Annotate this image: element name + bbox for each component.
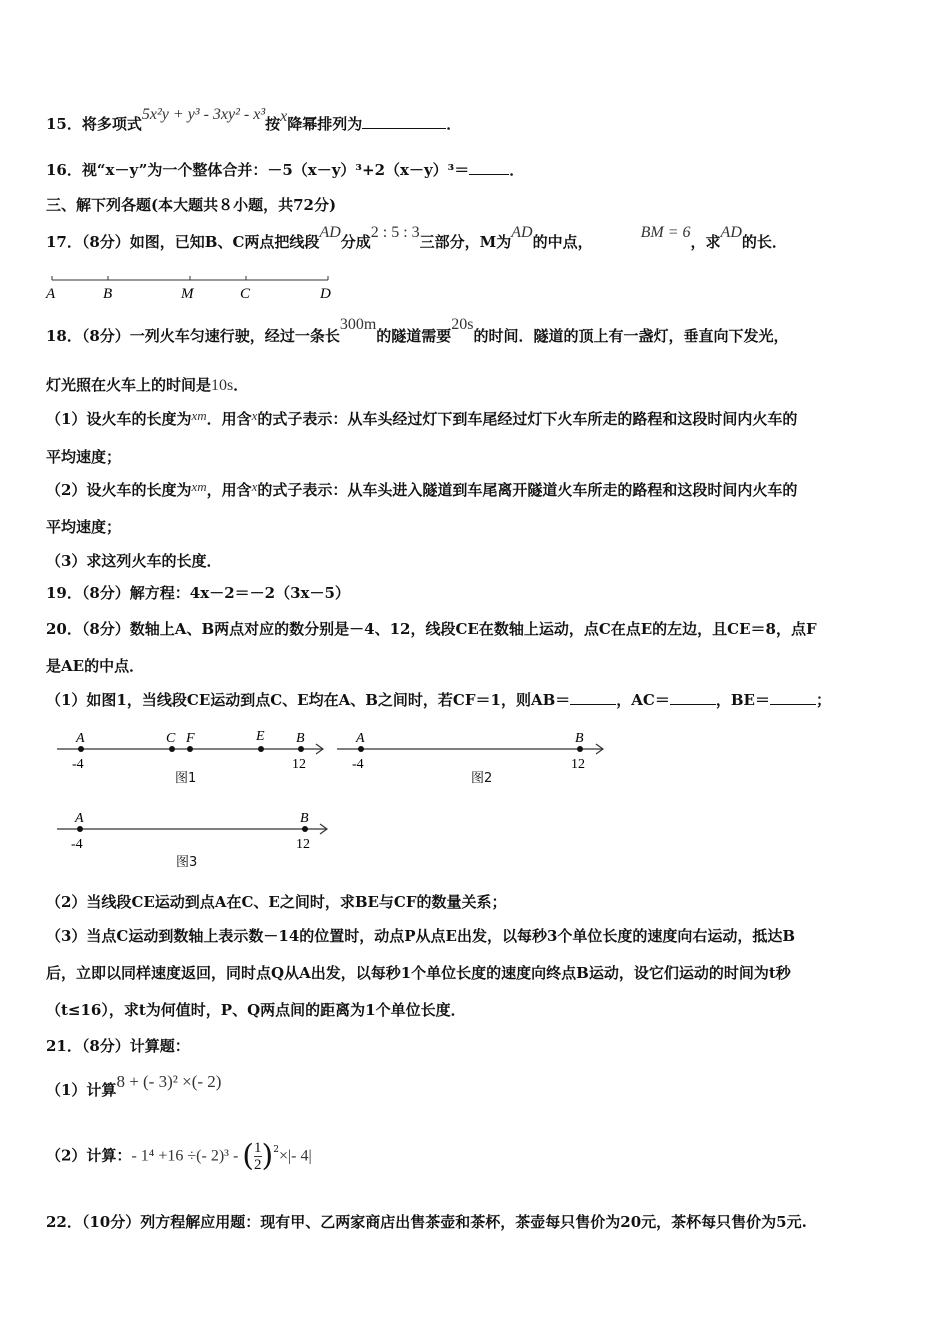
q16-end: ． xyxy=(509,161,525,179)
q21-expression-2b: ×|- 4| xyxy=(278,1147,312,1165)
q15-text: 将多项式 xyxy=(81,115,142,133)
q18-s2-text-b: ，用含 xyxy=(206,481,252,499)
q18-s2-text-a: （2）设火车的长度为 xyxy=(46,481,192,499)
label-a: A xyxy=(76,731,85,746)
point-e xyxy=(258,746,264,752)
q18-s1-xm: xm xyxy=(191,408,207,423)
q20-sub-3-cont-2: （t≤16），求t为何值时，P、Q两点间的距离为1个单位长度． xyxy=(46,1001,466,1019)
q20-sub-3: （3）当点C运动到数轴上表示数－14的位置时，动点P从点E出发，以每秒3个单位长度的速度向右运动，抵达B xyxy=(46,927,796,945)
number-line-figure-3 xyxy=(55,808,335,854)
q17-label-m: M xyxy=(181,286,194,302)
q17-label-d: D xyxy=(320,286,331,302)
fraction-denominator: 2 xyxy=(254,1157,262,1173)
fraction-half xyxy=(254,1140,262,1173)
point-a xyxy=(77,826,83,832)
q20-s1-text: （1）如图1，当线段CE运动到点C、E均在A、B之间时，若CF＝1，则AB＝ xyxy=(46,691,571,709)
q17-segment-ad: AD xyxy=(511,224,533,241)
q20-sub-1 xyxy=(46,690,831,710)
q20-sub-2: （2）当线段CE运动到点A在C、E之间时，求BE与CF的数量关系； xyxy=(46,893,507,911)
q18-s1-x: x xyxy=(251,408,258,423)
question-22: 22．（10分）列方程解应用题：现有甲、乙两家商店出售茶壶和茶杯，茶壶每只售价为20元，茶杯每只售价为5元. xyxy=(46,1213,807,1231)
question-21: 21．（8分）计算题： xyxy=(46,1037,190,1055)
point-f xyxy=(187,746,193,752)
q15-polynomial: 5x²y + y³ - 3xy² - x³ xyxy=(141,106,266,123)
q16-answer-blank xyxy=(469,160,509,175)
point-a xyxy=(78,746,84,752)
q17-text-5: ，求 xyxy=(690,233,721,251)
q15-text-mid: 按 xyxy=(265,115,281,133)
label-c: C xyxy=(166,731,176,746)
q21-expression-2a: - 1⁴ +16 ÷(- 2)³ - xyxy=(131,1147,239,1165)
q20-s1-ac: ，AC＝ xyxy=(616,691,670,709)
q17-label-a: A xyxy=(46,286,56,302)
value-b: 12 xyxy=(292,757,306,772)
question-15 xyxy=(46,106,462,135)
question-20: 20．（8分）数轴上A、B两点对应的数分别是－4、12，线段CE在数轴上运动，点C在点E的左边，且CE＝8，点F xyxy=(46,620,817,638)
q20-s1-be: ，BE＝ xyxy=(715,691,770,709)
label-b: B xyxy=(296,731,305,746)
point-b xyxy=(302,826,308,832)
q18-sub-1-cont: 平均速度； xyxy=(46,448,122,466)
question-16 xyxy=(46,160,524,180)
value-a: -4 xyxy=(352,757,364,772)
figure-3-caption: 图3 xyxy=(176,855,198,870)
q18-sub-2 xyxy=(46,480,797,501)
q18-light-text: 灯光照在火车上的时间是 xyxy=(46,376,212,394)
figure-1-caption: 图1 xyxy=(175,771,197,786)
label-a: A xyxy=(356,731,365,746)
q18-text-2: 的隧道需要 xyxy=(376,327,452,345)
q18-light-end: ． xyxy=(233,376,249,394)
label-a: A xyxy=(75,811,84,826)
q15-number: 15． xyxy=(46,115,82,133)
point-b xyxy=(577,746,583,752)
q15-answer-blank xyxy=(362,114,446,129)
q18-text-3: 的时间．隧道的顶上有一盏灯，垂直向下发光， xyxy=(473,327,789,345)
q18-s2-x: x xyxy=(251,479,258,494)
question-20-cont: 是AE的中点． xyxy=(46,657,145,675)
figure-2-caption: 图2 xyxy=(471,771,493,786)
q18-s1-text-a: （1）设火车的长度为 xyxy=(46,410,192,428)
label-b: B xyxy=(575,731,584,746)
q18-sub-1 xyxy=(46,409,797,430)
q18-s2-text-c: 的式子表示：从车头进入隧道到车尾离开隧道火车所走的路程和这段时间内火车的 xyxy=(257,481,798,499)
question-18 xyxy=(46,316,789,347)
q18-text-1: 18．（8分）一列火车匀速行驶，经过一条长 xyxy=(46,327,340,345)
value-b: 12 xyxy=(296,837,310,852)
q18-s2-xm: xm xyxy=(191,479,207,494)
q15-end: ． xyxy=(446,115,462,133)
q21-s2-text: （2）计算： xyxy=(46,1146,132,1165)
q18-s1-text-b: ．用含 xyxy=(206,410,252,428)
q17-ratio: 2 : 5 : 3 xyxy=(370,224,420,241)
q17-label-b: B xyxy=(103,286,113,302)
q17-label-c: C xyxy=(240,286,251,302)
q17-segment-figure xyxy=(40,270,350,306)
value-b: 12 xyxy=(571,757,585,772)
q18-light-time: 10s xyxy=(211,377,234,394)
q21-sub-1 xyxy=(46,1072,222,1100)
q18-tunnel-length: 300m xyxy=(339,316,377,333)
section-heading: 三、解下列各题(本大题共８小题，共72分) xyxy=(46,196,337,214)
q20-be-blank xyxy=(770,690,816,705)
q20-ab-blank xyxy=(570,690,616,705)
label-b: B xyxy=(300,811,309,826)
fraction-numerator: 1 xyxy=(254,1140,262,1156)
q15-var: x xyxy=(280,108,288,125)
q17-segment-ad: AD xyxy=(319,224,341,241)
q17-text-6: 的长． xyxy=(741,233,787,251)
q20-s1-end: ； xyxy=(815,691,831,709)
point-c xyxy=(169,746,175,752)
q18-line-2 xyxy=(46,375,248,396)
q20-ac-blank xyxy=(670,690,716,705)
q17-text-3: 三部分，M为 xyxy=(419,233,512,251)
q18-sub-2-cont: 平均速度； xyxy=(46,518,122,536)
label-e: E xyxy=(256,729,265,744)
q17-text-2: 分成 xyxy=(340,233,371,251)
q21-s1-text: （1）计算 xyxy=(46,1081,117,1099)
point-b xyxy=(298,746,304,752)
q21-expression-1: 8 + (- 3)² ×(- 2) xyxy=(116,1072,222,1091)
q17-bm: BM = 6 xyxy=(640,224,691,241)
q17-text-1: 17．（8分）如图，已知B、C两点把线段 xyxy=(46,233,320,251)
q21-fraction: ( $\frac{1}{2}$ )$^2$ xyxy=(242,1138,279,1174)
value-a: -4 xyxy=(71,837,83,852)
point-a xyxy=(358,746,364,752)
q17-text-4: 的中点， xyxy=(532,233,593,251)
q21-sub-2 xyxy=(46,1140,312,1173)
question-17 xyxy=(46,224,787,253)
value-a: -4 xyxy=(72,757,84,772)
q20-sub-3-cont: 后，立即以同样速度返回，同时点Q从A出发，以每秒1个单位长度的速度向终点B运动，设它们运动的时间为t秒 xyxy=(46,964,791,982)
question-19: 19．（8分）解方程：4x－2＝－2（3x－5） xyxy=(46,584,350,602)
q17-segment-ad: AD xyxy=(720,224,742,241)
label-f: F xyxy=(186,731,195,746)
q16-text: 16．视“x－y”为一个整体合并：－5（x－y）³+2（x－y）³＝ xyxy=(46,161,470,179)
q18-sub-3: （3）求这列火车的长度． xyxy=(46,552,222,570)
q18-time: 20s xyxy=(451,316,474,333)
fraction-exponent: 2 xyxy=(273,1145,279,1155)
q15-text-post: 降幂排列为 xyxy=(287,115,363,133)
q18-s1-text-c: 的式子表示：从车头经过灯下到车尾经过灯下火车所走的路程和这段时间内火车的 xyxy=(257,410,798,428)
